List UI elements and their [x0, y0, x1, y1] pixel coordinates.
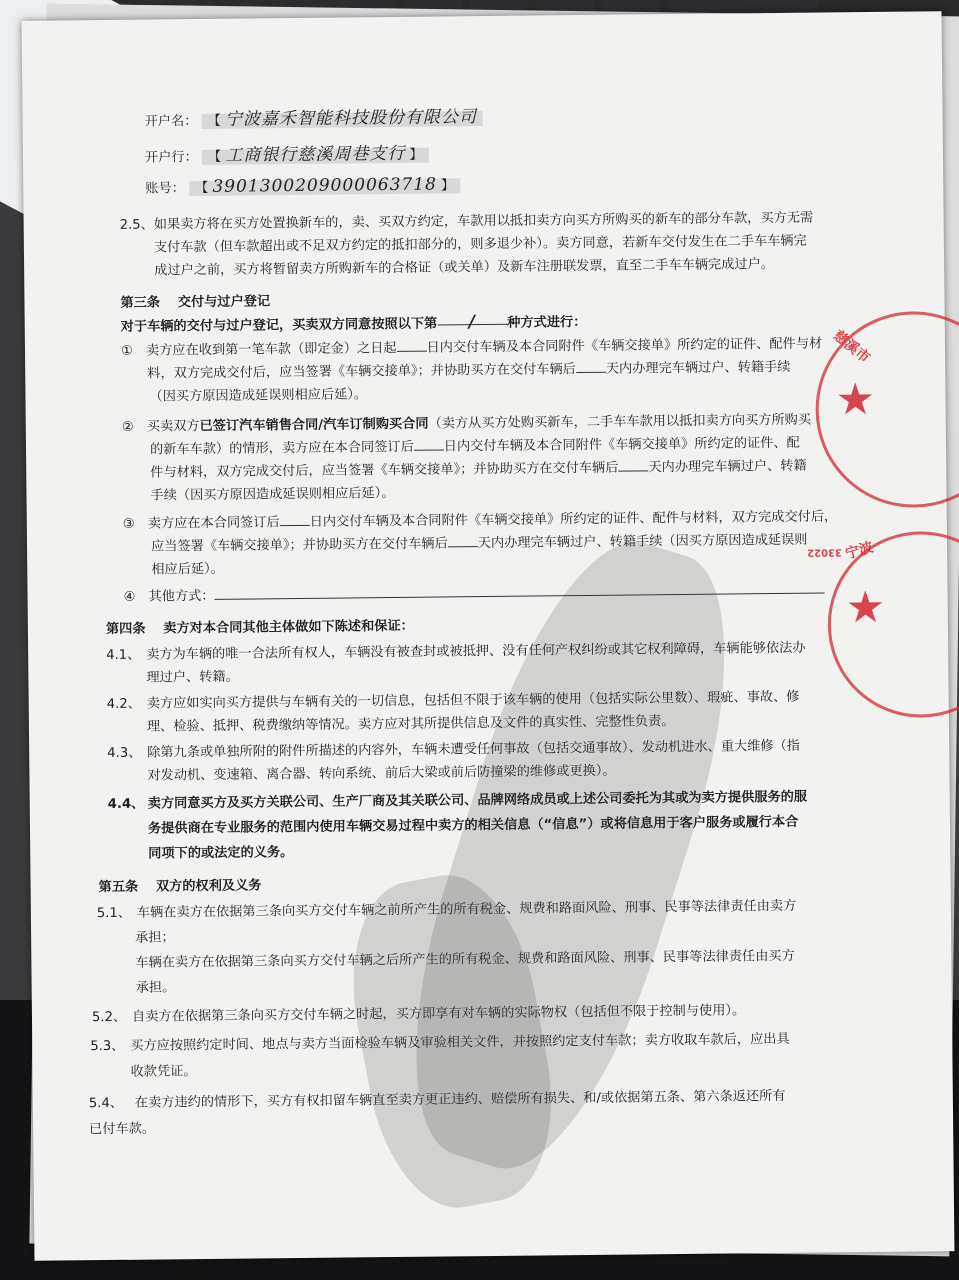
- clause-5-3-line2: 收款凭证。: [130, 1064, 197, 1080]
- bank-value: 工商银行慈溪周巷支行: [225, 143, 406, 166]
- option-1-line3: （因买方原因造成延误则相应后延）。: [149, 387, 368, 405]
- account-number-label: 账号：: [145, 181, 185, 197]
- clause-4-2-line2: 理、检验、抵押、税费缴纳等情况。卖方应对其所提供信息及文件的真实性、完整性负责。: [146, 714, 675, 735]
- option-1-line1: ① 卖方应在收到第一笔车款（即定金）之日起 日内交付车辆及本合同附件《车辆交接单》所约定的证件、配件与材: [120, 336, 823, 359]
- option-2-line4: 手续（因买方原因造成延误则相应后延）。: [150, 485, 395, 504]
- clause-2-5-line2: 支付车款（但车款超出或不足双方约定的抵扣部分的，则多退少补）。卖方同意，若新车交付发生在二手车车辆完: [153, 233, 807, 256]
- account-number-value: 3901300209000063718: [212, 174, 438, 197]
- option-3-line1: ③ 卖方应在本合同签订后 日内交付车辆及本合同附件《车辆交接单》所约定的证件、配件与材料，双方完成交付后，: [122, 509, 838, 532]
- seal-2-text: 宁波: [843, 539, 876, 563]
- article-4-title: 第四条 卖方对本合同其他主体做如下陈述和保证：: [105, 618, 414, 638]
- bank-label: 开户行：: [144, 150, 198, 166]
- clause-5-1-line1: 5.1、 车辆在卖方在依据第三条向买方交付车辆之前所产生的所有税金、规费和路面风险、刑事、民事等法律责任由卖方: [96, 898, 797, 922]
- clause-5-3-line1: 5.3、 买方应按照约定时间、地点与卖方当面检验车辆及审验相关文件，并按照约定支付车款；卖方收取车款后，应出具: [90, 1031, 790, 1055]
- clause-2-5-line3: 成过户之前，买方将暂留卖方所购新车的合格证（或关单）及新车注册联发票，直至二手车车辆完成过户。: [154, 256, 775, 279]
- clause-4-4-line2: 务提供商在专业服务的范围内使用车辆交易过程中卖方的相关信息（“信息”）或将信息用于客户服务或履行本合: [147, 814, 799, 837]
- article-3-intro: 对于车辆的交付与过户登记，买卖双方同意按照以下第 / 种方式进行：: [120, 312, 587, 335]
- account-holder-row: 开户名： 【 宁波嘉禾智能科技股份有限公司: [144, 102, 483, 131]
- article-5-title: 第五条 双方的权利及义务: [98, 878, 262, 896]
- clause-4-4-line3: 同项下的或法定的义务。: [148, 845, 294, 862]
- clause-5-1-line4: 承担。: [135, 980, 176, 996]
- account-number-row: 账号： 【 3901300209000063718 】: [145, 174, 460, 197]
- method-choice-mark: /: [468, 312, 476, 333]
- clause-4-3-line1: 4.3、 除第九条或单独所附的附件所描述的内容外，车辆未遭受任何事故（包括交通事故）、发动机进水、重大维修（指: [107, 738, 801, 761]
- option-2-line2: 的新车车款）的情形，卖方应在本合同签订后 日内交付车辆及本合同附件《车辆交接单》所约定的证件、配: [149, 435, 800, 458]
- contract-page: [22, 11, 955, 1261]
- seal-2-code: 33022: [807, 546, 842, 558]
- seal-1-text: 慈溪市: [830, 327, 873, 367]
- clause-2-5-line1: 2.5、如果卖方将在买方处置换新车的，卖、买双方约定，车款用以抵扣卖方向买方所购买的新车的部分车款，买方无需: [119, 210, 814, 233]
- clause-5-2-line1: 5.2、 自卖方在依据第三条向买方交付车辆之时起，买方即享有对车辆的实际物权（包括但不限于控制与使用）。: [91, 1003, 746, 1026]
- bank-row: 开户行： 【 工商银行慈溪周巷支行 】: [145, 139, 429, 167]
- clause-4-1-line2: 理过户、转籍。: [146, 669, 239, 686]
- option-3-line2: 应当签署《车辆交接单》；并协助买方在交付车辆后 天内办理完车辆过户、转籍手续（因买方原因造成延误则: [150, 532, 808, 555]
- article-3-title: 第三条 交付与过户登记: [120, 294, 271, 311]
- clause-5-4-line2: 已付车款。: [89, 1121, 156, 1138]
- option-2-line1: ② 买卖双方已签订汽车销售合同/汽车订制购买合同（卖方从买方处购买新车，二手车车款用以抵扣卖方向买方所购买: [121, 412, 812, 435]
- seal-2-star-icon: ★: [845, 581, 886, 634]
- clause-5-1-line2: 承担；: [135, 930, 175, 946]
- clause-4-2-line1: 4.2、 卖方应如实向买方提供与车辆有关的一切信息，包括但不限于该车辆的使用（包括实际公里数）、瑕疵、事故、修: [106, 689, 800, 712]
- option-3-line3: 相应后延）。: [151, 561, 224, 578]
- account-holder-value: 宁波嘉禾智能科技股份有限公司: [224, 107, 478, 130]
- clause-4-1-line1: 4.1、 卖方为车辆的唯一合法所有权人，车辆没有被查封或被抵押、没有任何产权纠纷或其它权利障碍，车辆能够依法办: [106, 640, 806, 663]
- option-2-line3: 件与材料，双方完成交付后，应当签署《车辆交接单》；并协助买方在交付车辆后 天内办理完车辆过户、转籍: [150, 458, 807, 481]
- clause-4-3-line2: 对发动机、变速箱、离合器、转向系统、前后大梁或前后防撞梁的维修或更换）。: [147, 763, 616, 784]
- clause-4-4-line1: 4.4、 卖方同意买方及买方关联公司、生产厂商及其关联公司、品牌网络成员或上述公司委托为其或为卖方提供服务的服: [107, 789, 808, 812]
- option-1-line2: 料，双方完成交付后，应当签署《车辆交接单》；并协助买方在交付车辆后 天内办理完车辆过户、转籍手续: [147, 359, 791, 382]
- clause-5-4-line1: 5.4、 在卖方违约的情形下，买方有权扣留车辆直至卖方更正违约、赔偿所有损失、和/或依据第五条、第六条返还所有: [88, 1088, 786, 1112]
- option-4-line: ④ 其他方式：: [123, 578, 824, 604]
- seal-1-star-icon: ★: [835, 373, 876, 426]
- account-holder-label: 开户名：: [144, 114, 198, 130]
- clause-5-1-line3: 车辆在卖方在依据第三条向买方交付车辆之后所产生的所有税金、规费和路面风险、刑事、民事等法律责任由买方: [135, 948, 795, 971]
- contract-text: [22, 11, 955, 1261]
